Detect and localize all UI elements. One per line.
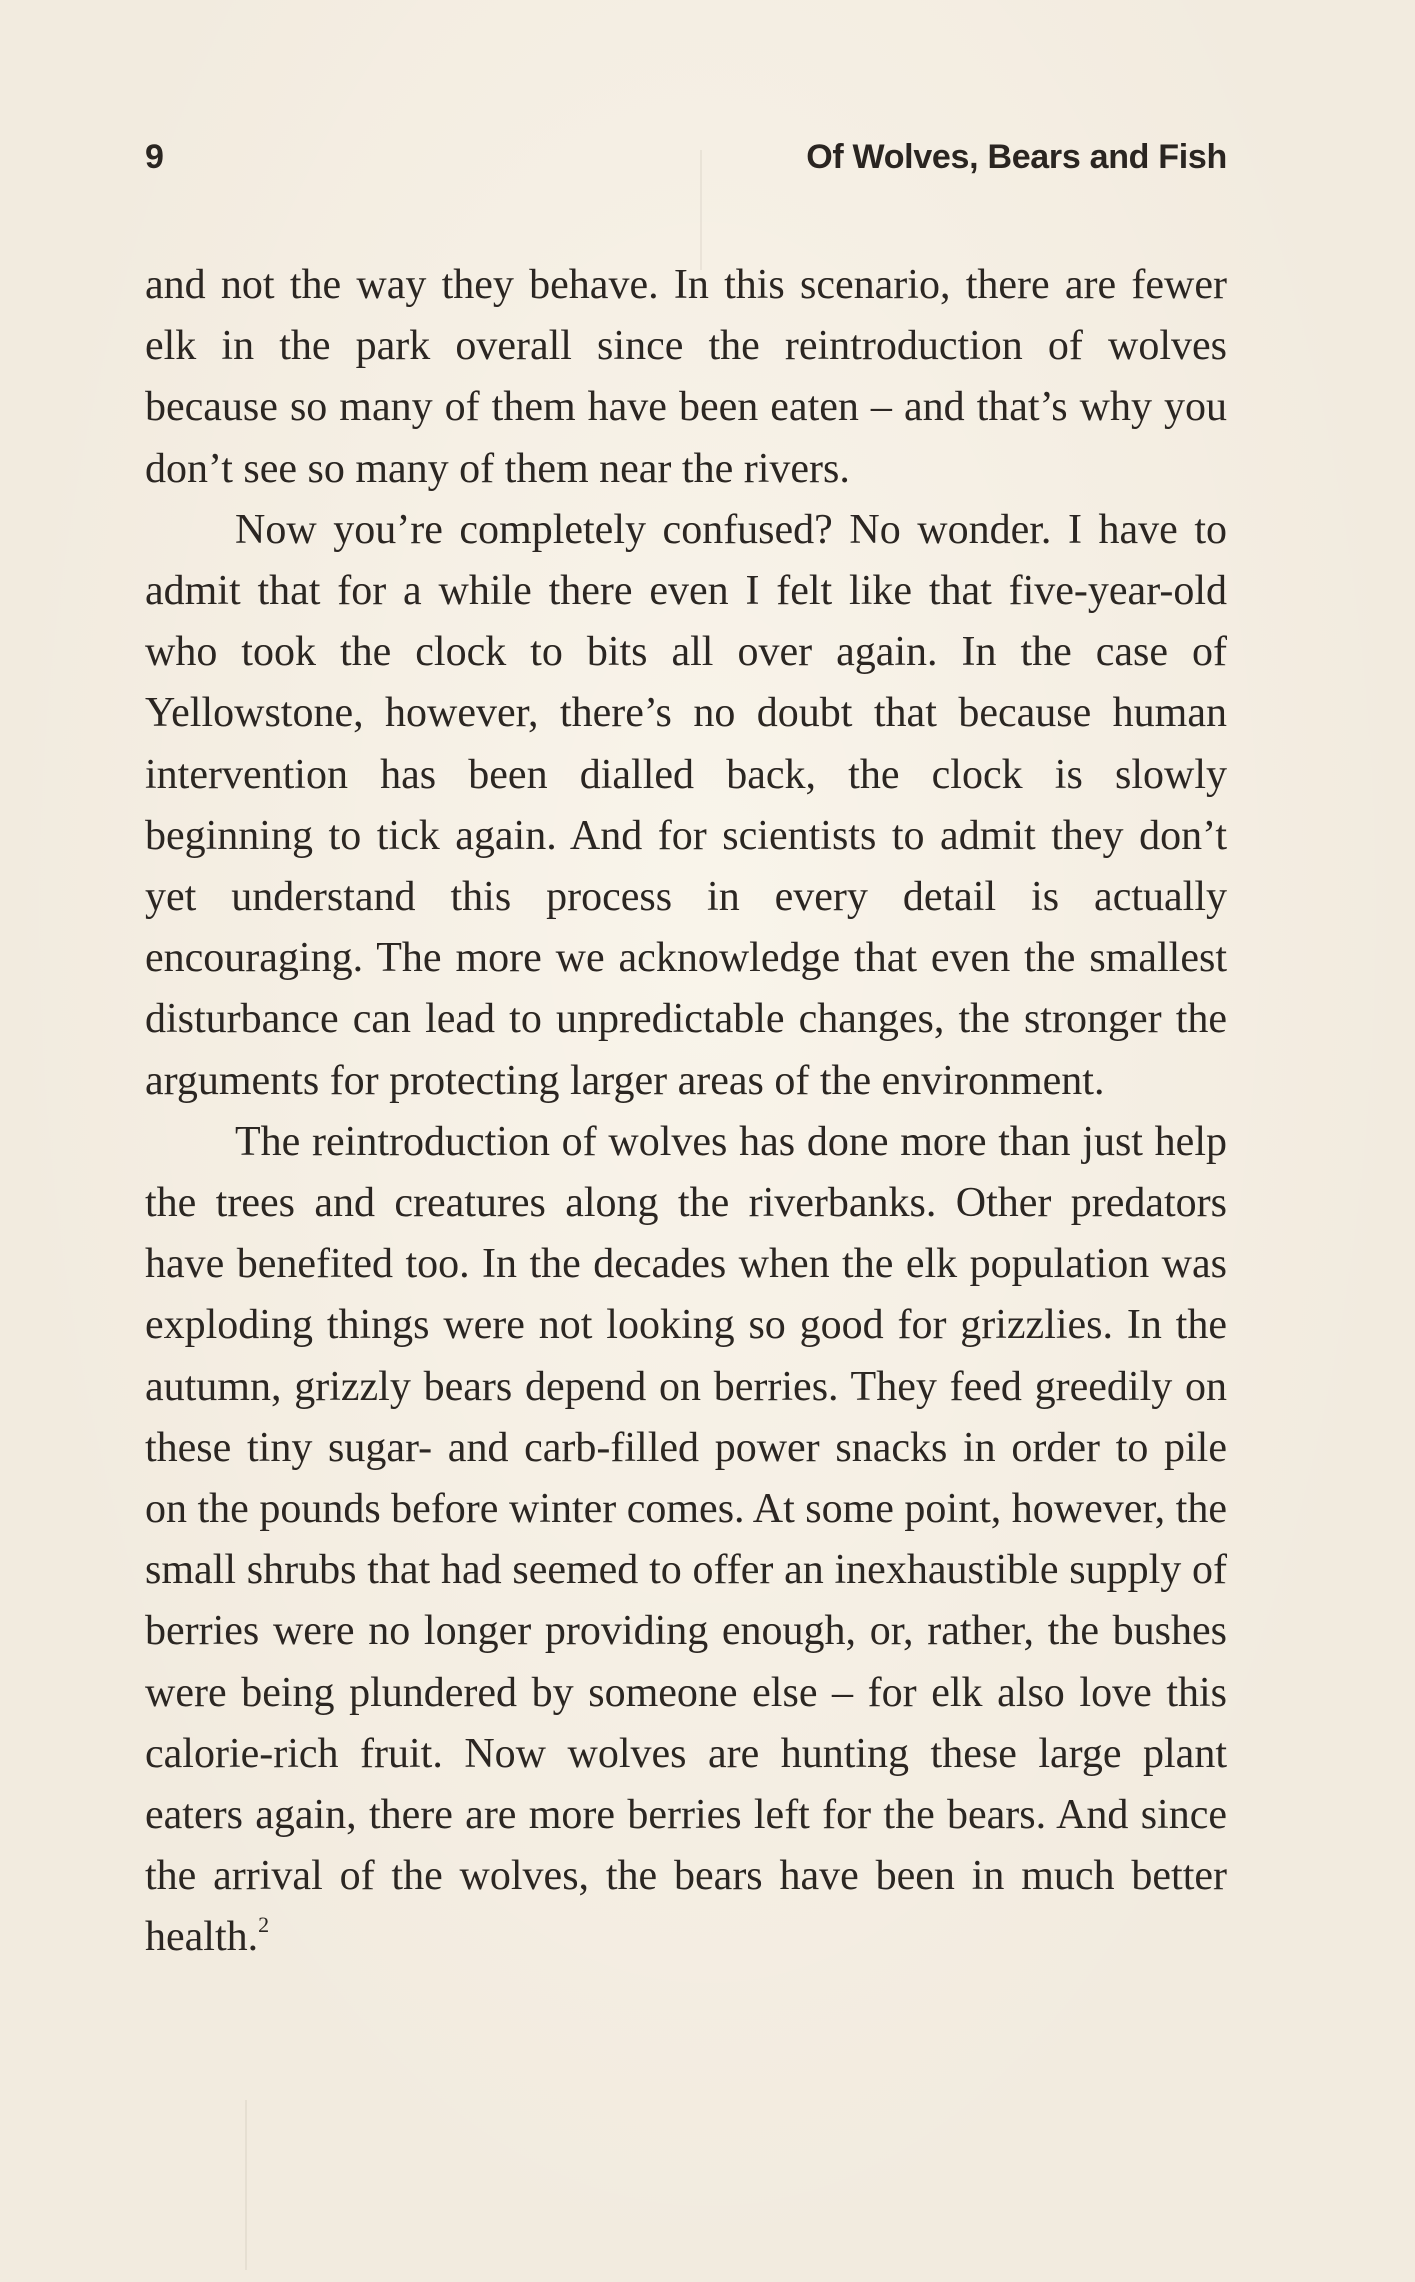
- paper-crease-mark: [245, 2100, 247, 2270]
- page-number: 9: [145, 138, 164, 176]
- paragraph: and not the way they behave. In this scenario, there are fewer elk in the park overall since the reintroduction of wolves because so many of them have been eaten – and that’s why you don’t see so many of them near the rivers.: [145, 262, 1227, 492]
- paragraph: Now you’re completely confused? No wonder. I have to admit that for a while there even I felt like that five-year-old who took the clock to bits all over again. In the case of Yellowstone, however, there’s no doubt that because human intervention has been dialled back, the clock is slowly beginning to tick again. And for scientists to admit they don’t yet understand this process in every detail is actually encouraging. The more we acknowledge that even the smallest disturbance can lead to unpredictable changes, the stronger the arguments for protecting larger areas of the environment.: [145, 506, 1227, 1104]
- paragraph-text: The reintroduction of wolves has done more than just help the trees and creatures along the riverbanks. Other predators have benefited too. In the decades when the elk population was exploding things were not looking so good for grizzlies. In the autumn, grizzly bears depend on berries. They feed greedily on these tiny sugar- and carb-filled power snacks in order to pile on the pounds before winter comes. At some point, however, the small shrubs that had seemed to offer an inexhaustible supply of berries were no longer providing enough, or, rather, the bushes were being plundered by someone else – for elk also love this calorie-rich fruit. Now wolves are hunting these large plant eaters again, there are more berries left for the bears. And since the arrival of the wolves, the bears have been in much better health.: [145, 1118, 1227, 1961]
- running-head: [145, 138, 1227, 188]
- footnote-marker: 2: [258, 1912, 270, 1938]
- paragraph: [145, 1112, 1227, 1969]
- body-text: [145, 255, 1227, 1969]
- running-title: Of Wolves, Bears and Fish: [806, 138, 1227, 176]
